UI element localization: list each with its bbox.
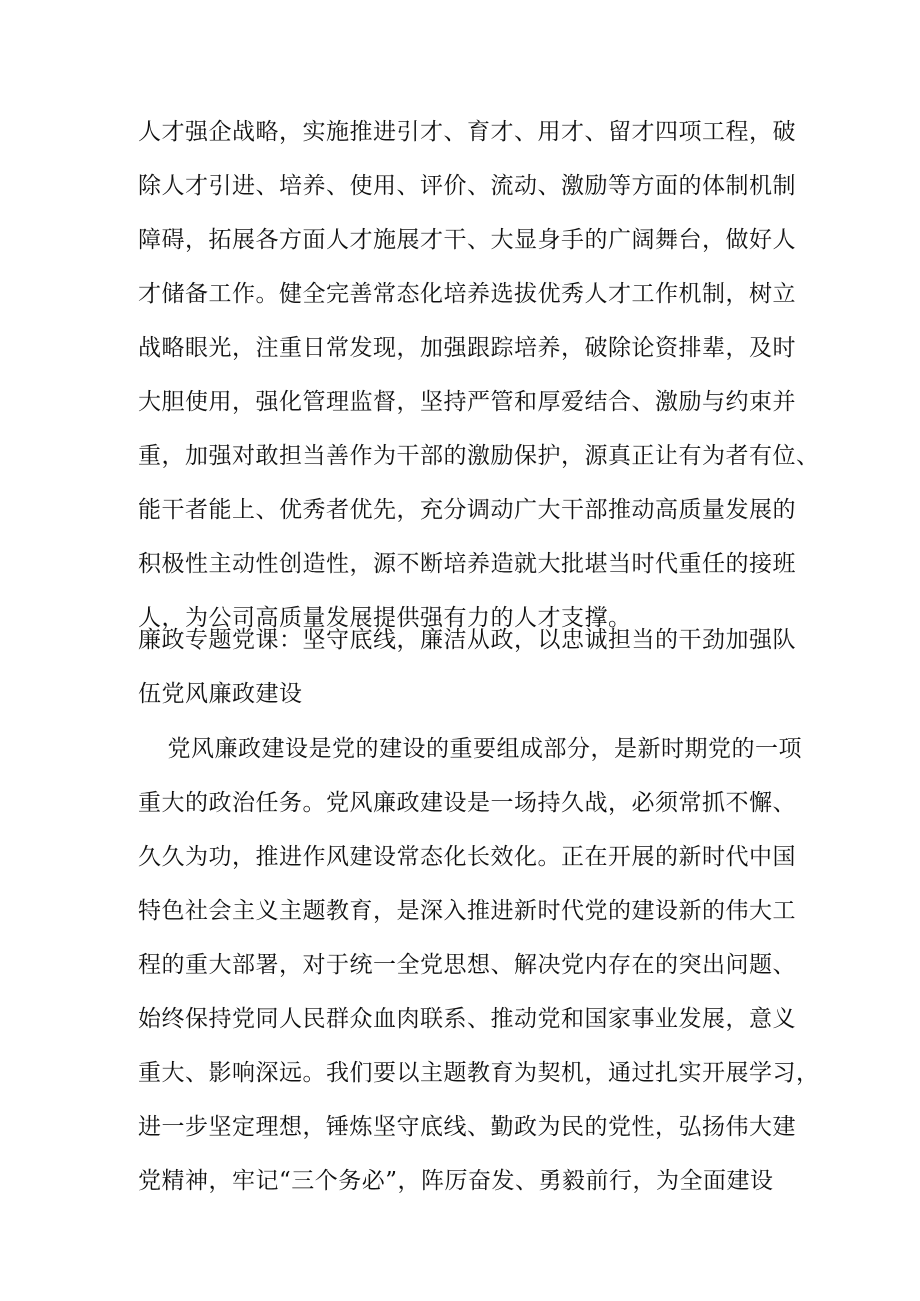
paragraph-line: 大胆使用，强化管理监督，坚持严管和厚爱结合、激励与约束并 [138,389,796,415]
paragraph-line: 重大的政治任务。党风廉政建设是一场持久战，必须常抓不懈、 [138,790,796,816]
paragraph-line: 人，为公司高质量发展提供强有力的人才支撑。 [138,605,632,631]
paragraph-line: 能干者能上、优秀者优先，充分调动广大干部推动高质量发展的 [138,497,796,523]
paragraph-line: 重大、影响深远。我们要以主题教育为契机，通过扎实开展学习， [138,1060,820,1086]
paragraph-line: 党精神，牢记“三个务必”，阵厉奋发、勇毅前行，为全面建设 [138,1168,774,1194]
paragraph-line: 党风廉政建设是党的建设的重要组成部分，是新时期党的一项 [144,736,802,762]
paragraph-line: 才储备工作。健全完善常态化培养选拔优秀人才工作机制，树立 [138,281,796,307]
heading-line: 廉政专题党课：坚守底线，廉洁从政，以忠诚担当的干劲加强队 [138,627,796,653]
section-heading [138,613,798,721]
paragraph-line: 除人才引进、培养、使用、评价、流动、激励等方面的体制机制 [138,173,796,199]
paragraph-line: 久久为功，推进作风建设常态化长效化。正在开展的新时代中国 [138,844,796,870]
paragraph-line: 特色社会主义主题教育，是深入推进新时代党的建设新的伟大工 [138,898,796,924]
paragraph-line: 重，加强对敢担当善作为干部的激励保护，源真正让有为者有位、 [138,443,820,469]
paragraph-line: 始终保持党同人民群众血肉联系、推动党和国家事业发展，意义 [138,1006,796,1032]
paragraph-line: 程的重大部署，对于统一全党思想、解决党内存在的突出问题、 [138,952,796,978]
heading-line: 伍党风廉政建设 [138,681,303,707]
paragraph-line: 障碍，拓展各方面人才施展才干、大显身手的广阔舞台，做好人 [138,227,796,253]
paragraph-line: 人才强企战略，实施推进引才、育才、用才、留才四项工程，破 [138,119,796,145]
paragraph-line: 战略眼光，注重日常发现，加强跟踪培养，破除论资排辈，及时 [138,335,796,361]
paragraph-line: 积极性主动性创造性，源不断培养造就大批堪当时代重任的接班 [138,551,796,577]
paragraph-line: 进一步坚定理想，锤炼坚守底线、勤政为民的党性，弘扬伟大建 [138,1114,796,1140]
body-paragraph-integrity [138,722,820,1208]
body-paragraph-talent [138,105,820,645]
